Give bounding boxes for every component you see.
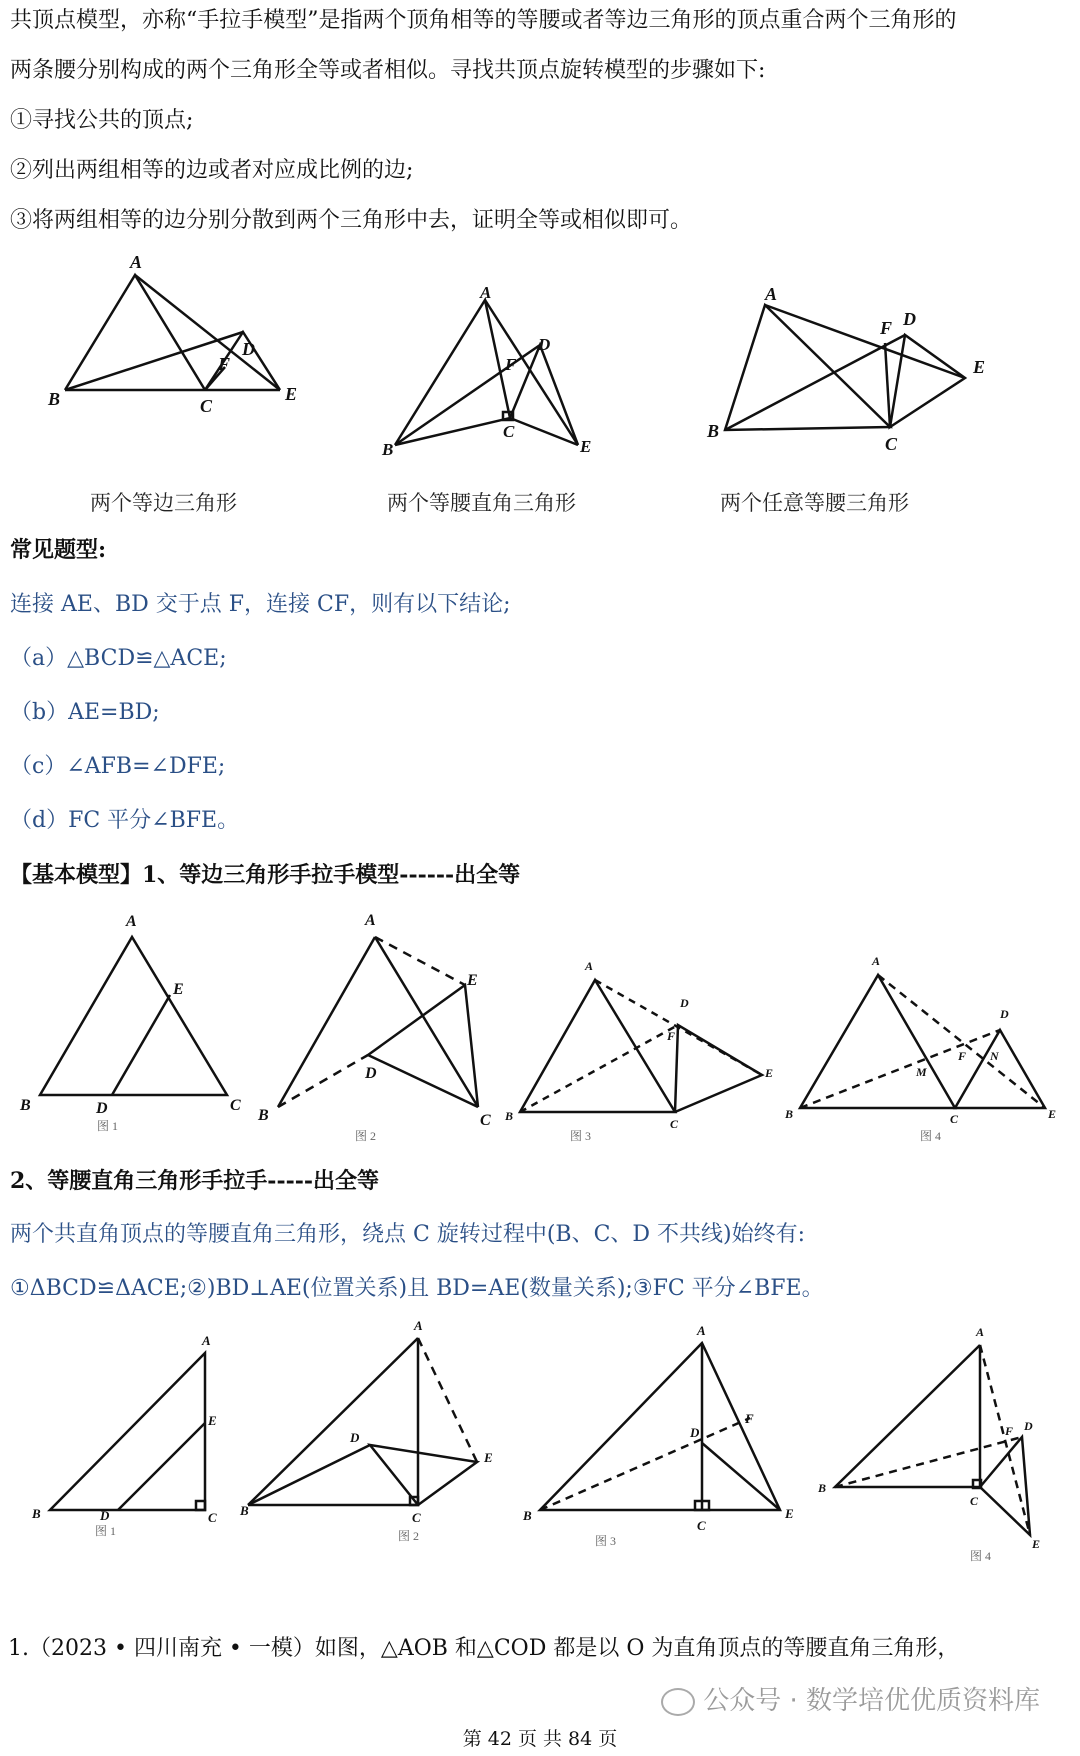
svg-text:D: D <box>1000 1007 1009 1021</box>
svg-text:B: B <box>20 1097 31 1114</box>
svg-text:C: C <box>970 1494 979 1508</box>
svg-text:C: C <box>480 1112 491 1129</box>
svg-text:F: F <box>958 1049 967 1063</box>
svg-text:C: C <box>670 1117 679 1131</box>
common-title: 常见题型: <box>10 537 107 563</box>
svg-text:B: B <box>523 1508 532 1523</box>
svg-text:E: E <box>580 437 592 456</box>
svg-text:B: B <box>258 1107 269 1124</box>
svg-text:A: A <box>765 284 778 304</box>
conclusion-d: （d）FC 平分∠BFE。 <box>10 808 240 833</box>
model2-conclusions: ①ΔBCD≌ΔACE;②)BD⊥AE(位置关系)且 BD=AE(数量关系);③FC 平分∠BFE。 <box>10 1276 824 1301</box>
svg-text:C: C <box>208 1510 217 1525</box>
svg-text:C: C <box>412 1510 421 1525</box>
watermark: 公众号 · 数学培优优质资料库 <box>661 1680 1040 1717</box>
svg-text:C: C <box>950 1112 959 1126</box>
svg-text:E: E <box>484 1450 493 1465</box>
conclusion-c: （c）∠AFB=∠DFE; <box>10 754 226 779</box>
svg-text:C: C <box>230 1097 241 1114</box>
svg-text:F: F <box>1005 1424 1014 1438</box>
svg-text:A: A <box>976 1325 985 1339</box>
svg-text:D: D <box>903 309 916 329</box>
svg-text:图 1: 图 1 <box>95 1524 117 1538</box>
svg-text:B: B <box>785 1107 794 1121</box>
model2-title: 2、等腰直角三角形手拉手-----出全等 <box>10 1168 379 1194</box>
svg-text:A: A <box>414 1318 423 1333</box>
svg-text:E: E <box>285 384 298 404</box>
intro-line-2: 两条腰分别构成的两个三角形全等或者相似。寻找共顶点旋转模型的步骤如下: <box>10 58 766 83</box>
svg-text:图 3: 图 3 <box>595 1534 617 1548</box>
caption-arbitrary: 两个任意等腰三角形 <box>720 491 909 515</box>
svg-text:E: E <box>1032 1537 1041 1551</box>
caption-equilateral: 两个等边三角形 <box>90 491 237 515</box>
model2-figure-4 <box>817 1325 1040 1563</box>
svg-text:D: D <box>365 1065 377 1082</box>
svg-text:M: M <box>916 1065 927 1079</box>
svg-text:F: F <box>218 354 231 374</box>
conclusion-b: （b）AE=BD; <box>10 700 160 725</box>
svg-text:B: B <box>505 1109 514 1123</box>
svg-text:E: E <box>173 981 184 998</box>
svg-text:D: D <box>680 996 689 1010</box>
svg-text:E: E <box>467 972 478 989</box>
svg-text:图 4: 图 4 <box>920 1129 942 1143</box>
svg-text:图 3: 图 3 <box>570 1129 592 1143</box>
page-footer: 第 42 页 共 84 页 <box>462 1728 618 1750</box>
svg-text:B: B <box>32 1506 41 1521</box>
svg-text:图 2: 图 2 <box>398 1529 420 1543</box>
svg-text:B: B <box>707 421 720 441</box>
caption-isosceles-right: 两个等腰直角三角形 <box>387 491 576 515</box>
svg-text:A: A <box>130 252 143 272</box>
svg-text:A: A <box>872 954 881 968</box>
svg-text:A: A <box>126 913 137 930</box>
svg-text:C: C <box>200 396 213 416</box>
step-3: ③将两组相等的边分别分散到两个三角形中去，证明全等或相似即可。 <box>10 208 693 233</box>
model1-title: 【基本模型】1、等边三角形手拉手模型------出全等 <box>10 862 521 888</box>
svg-text:D: D <box>96 1100 108 1117</box>
svg-text:C: C <box>503 422 515 441</box>
svg-text:F: F <box>505 355 517 374</box>
svg-text:A: A <box>365 912 376 929</box>
intro-line-1: 共顶点模型，亦称“手拉手模型”是指两个顶角相等的等腰或者等边三角形的顶点重合两个三角形的 <box>10 8 957 33</box>
svg-text:B: B <box>48 389 61 409</box>
svg-text:E: E <box>973 357 986 377</box>
svg-text:B: B <box>382 440 394 459</box>
svg-text:A: A <box>480 283 492 302</box>
svg-text:A: A <box>202 1333 211 1348</box>
common-lead: 连接 AE、BD 交于点 F，连接 CF，则有以下结论; <box>10 592 511 617</box>
svg-text:F: F <box>667 1029 676 1043</box>
svg-text:E: E <box>208 1413 217 1428</box>
svg-text:C: C <box>885 434 898 454</box>
conclusion-a: （a）△BCD≌△ACE; <box>10 646 227 671</box>
svg-text:D: D <box>350 1430 360 1445</box>
wechat-icon <box>661 1688 695 1716</box>
svg-text:D: D <box>100 1508 110 1523</box>
svg-text:A: A <box>585 959 594 973</box>
svg-text:E: E <box>765 1066 774 1080</box>
svg-text:E: E <box>1048 1107 1057 1121</box>
svg-text:D: D <box>690 1425 700 1440</box>
svg-text:D: D <box>242 339 255 359</box>
svg-text:D: D <box>538 335 551 354</box>
svg-text:A: A <box>697 1323 706 1338</box>
svg-text:E: E <box>785 1506 794 1521</box>
svg-text:图 4: 图 4 <box>970 1549 992 1563</box>
svg-text:C: C <box>697 1518 706 1533</box>
step-2: ②列出两组相等的边或者对应成比例的边; <box>10 158 414 183</box>
svg-text:B: B <box>240 1503 249 1518</box>
model2-figure-1 <box>31 1333 217 1538</box>
step-1: ①寻找公共的顶点; <box>10 108 194 133</box>
svg-text:N: N <box>990 1049 999 1063</box>
svg-text:图 2: 图 2 <box>355 1129 377 1143</box>
problem-1: 1.（2023 • 四川南充 • 一模）如图，△AOB 和△COD 都是以 O 为直角顶点的等腰直角三角形， <box>8 1636 960 1661</box>
model2-desc: 两个共直角顶点的等腰直角三角形，绕点 C 旋转过程中(B、C、D 不共线)始终有: <box>10 1222 806 1247</box>
svg-text:B: B <box>818 1481 827 1495</box>
svg-text:图 1: 图 1 <box>97 1119 119 1133</box>
model2-figure-2 <box>239 1318 493 1543</box>
svg-text:F: F <box>745 1411 754 1426</box>
svg-text:F: F <box>880 318 893 338</box>
model2-figure-3 <box>522 1323 794 1548</box>
svg-text:D: D <box>1024 1419 1033 1433</box>
